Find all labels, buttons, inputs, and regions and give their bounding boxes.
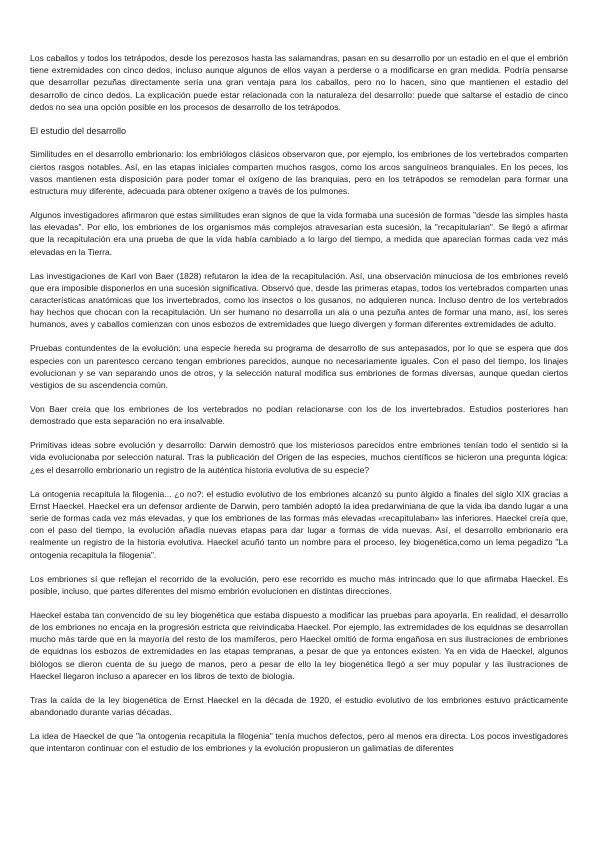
body-paragraph: Pruebas contundentes de la evolución: una especie hereda su programa de desarrollo de sus antepasados, por lo que se espera que dos especies con un parentesco cercano tengan embriones parecidos, aunque no necesariamente iguales. Con el paso del tiempo, los linajes evolucionan y se van separando unos de otros, y la selección natural modifica sus embriones de formas diversas, aunque quedan ciertos vestigios de su ascendencia común. xyxy=(30,343,568,390)
body-paragraph: Haeckel estaba tan convencido de su ley biogenética que estaba dispuesto a modificar las pruebas para apoyarla. En realidad, el desarrollo de los embriones no encaja en la progresión estricta que reivindicaba Haeckel. Por ejemplo, las extremidades de los equidnas se desarrollan mucho más tarde que en la mayoría del resto de los mamíferos, pero Haeckel omitió de forma engañosa en sus ilustraciones de embriones de equidnas los esbozos de extremidades en las etapas tempranas, a pesar de que ya entonces existen. Ya en vida de Haeckel, algunos biólogos se dieron cuenta de su juego de manos, pero a pesar de ello la ley biogenética llegó a ser muy popular y las ilustraciones de Haeckel llegaron incluso a aparecer en los libros de texto de biología. xyxy=(30,609,568,681)
body-paragraph: Von Baer creía que los embriones de los vertebrados no podían relacionarse con los de los invertebrados. Estudios posteriores han demostrado que esta separación no era insalvable. xyxy=(30,403,568,427)
section-heading: El estudio del desarrollo xyxy=(30,125,127,136)
body-paragraph: La idea de Haeckel de que "la ontogenia recapitula la filogenia" tenía muchos defectos, pero al menos era directa. Los pocos investigadores que intentaron continuar con el estudio de los embriones y la evolución propusieron un galimatías de diferentes xyxy=(30,731,568,754)
body-paragraph: Los embriones sí que reflejan el recorrido de la evolución, pero ese recorrido es mucho más intrincado que lo que afirmaba Haeckel. Es posible, incluso, que partes diferentes del mismo embrión evolucionen en distintas direcciones. xyxy=(30,573,568,596)
document-page xyxy=(30,52,568,766)
body-paragraph: Primitivas ideas sobre evolución y desarrollo: Darwin demostró que los misteriosos parecidos entre embriones tenían todo el sentido si la vida evolucionaba por selección natural. Tras la publicación del Origen de las especies, muchos científicos se hicieron una pregunta lógica: ¿es el desarrollo embrionario un registro de la auténtica historia evolutiva de su especie? xyxy=(30,440,568,475)
body-paragraph: Algunos investigadores afirmaron que estas similitudes eran signos de que la vida formaba una sucesión de formas "desde las simples hasta las elevadas". Por ello, los embriones de los organismos más complejos atravesarían esta sucesión, la "recapitularían". Se llegó a afirmar que la recapitulación era una prueba de que la vida había cambiado a lo largo del tiempo, a medida que aparecían formas cada vez más elevadas en la Tierra. xyxy=(30,209,568,257)
intro-paragraph: Los caballos y todos los tetrápodos, desde los perezosos hasta las salamandras, pasan en su desarrollo por un estadio en el que el embrión tiene extremidades con cinco dedos, incluso aunque algunos de ellos vayan a perderse o a modificarse en gran medida. Podría pensarse que desarrollar pezuñas directamente sería una gran ventaja para los caballos, pero no lo hacen, sino que mantienen el estadio del desarrollo de cinco dedos. La explicación puede estar relacionada con la naturaleza del desarrollo: puede que saltarse el estadio de cinco dedos no sea una opción posible en los procesos de desarrollo de los tetrápodos. xyxy=(30,53,568,112)
body-paragraph: La ontogenia recapitula la filogenia... ¿o no?: el estudio evolutivo de los embriones alcanzó su punto álgido a finales del siglo XIX gracias a Ernst Haeckel. Haeckel era un defensor ardiente de Darwin, pero también adoptó la idea predarwiniana de que la vida iba dando lugar a una serie de formas cada vez más elevadas, y que los embriones de las formas más elevadas «recapitulaban» las inferiores. Haeckel creía que, con el paso del tiempo, la evolución añadía nuevas etapas para dar lugar a formas de vida nuevas. Así, el desarrollo embrionario era realmente un registro de la historia evolutiva. Haeckel acuñó tanto un nombre para el proceso, ley biogenética,como un lema pegadizo "La ontogenia recapitula la filogenia". xyxy=(30,488,568,560)
body-paragraph: Las investigaciones de Karl von Baer (1828) refutaron la idea de la recapitulación. Así, una observación minuciosa de los embriones reveló que era imposible disponerlos en una sucesión significativa. Observó que, desde las primeras etapas, todos los vertebrados comparten unas características anatómicas que los invertebrados, como los insectos o los gusanos, no adquieren nunca. Incluso dentro de los vertebrados hay hechos que chocan con la recapitulación. Un ser humano no desarrolla un ala o una pezuña antes de formar una mano, así, los seres humanos, aves y caballos comienzan con unos esbozos de extremidades que luego divergen y forman diferentes extremidades de adulto. xyxy=(30,270,568,330)
body-paragraph: Similitudes en el desarrollo embrionario: los embriólogos clásicos observaron que, por ejemplo, los embriones de los vertebrados comparten ciertos rasgos notables. Así, en las etapas iniciales comparten muchos rasgos, como los arcos sanguíneos branquiales. En los peces, los vasos mantienen esta disposición para poder tomar el oxígeno de las branquias, pero en los tetrápodos se remodelan para formar una estructura muy diferente, adecuada para obtener oxígeno a través de los pulmones. xyxy=(30,149,568,196)
body-paragraph: Tras la caída de la ley biogenética de Ernst Haeckel en la década de 1920, el estudio evolutivo de los embriones estuvo prácticamente abandonado durante varias décadas. xyxy=(30,694,568,717)
